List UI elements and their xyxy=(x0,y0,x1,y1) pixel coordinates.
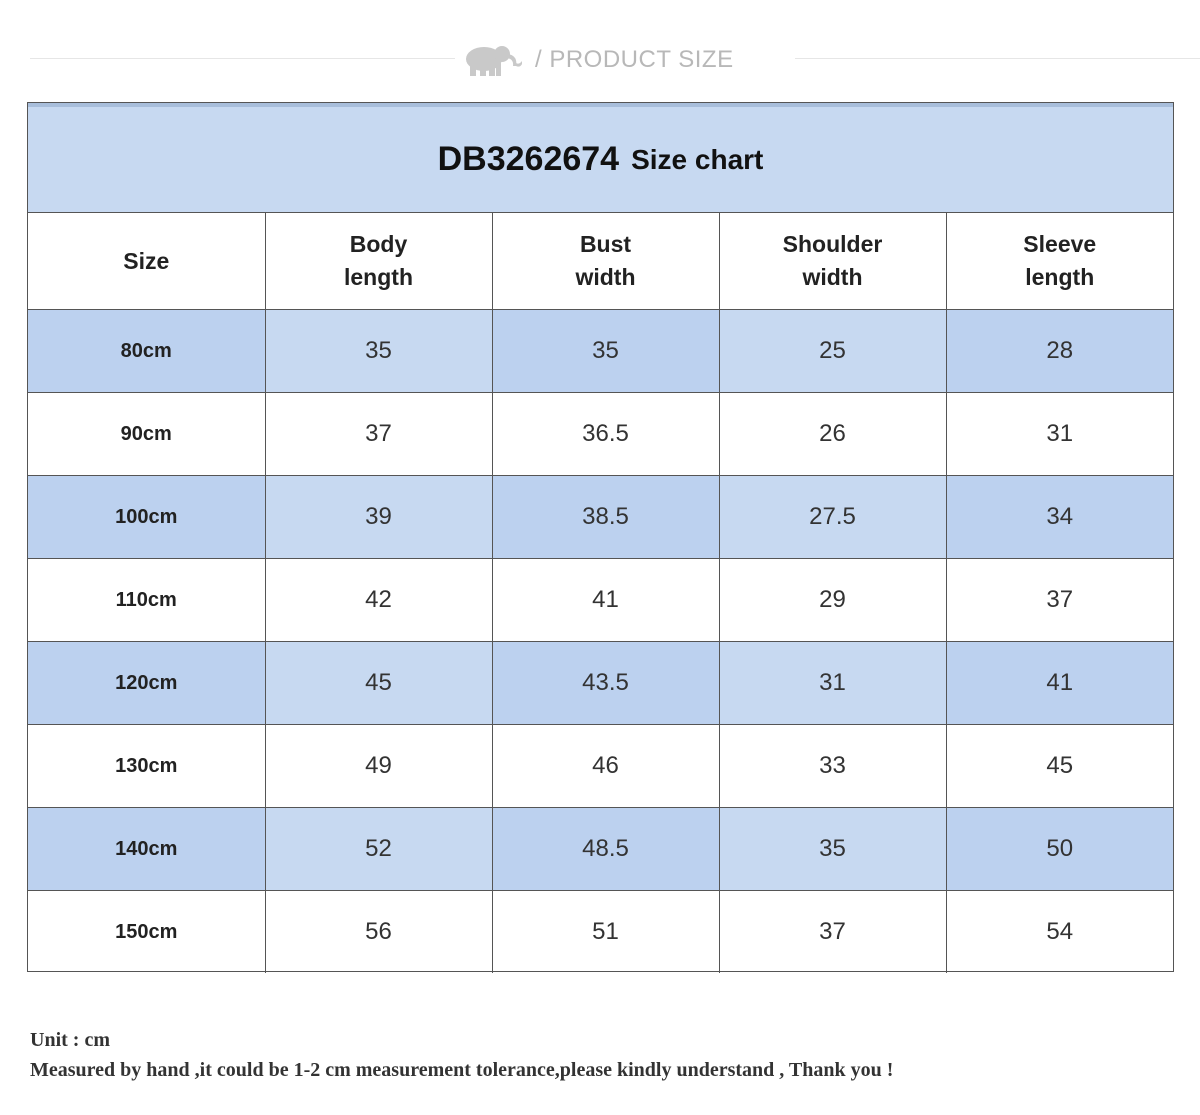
product-code: DB3262674 xyxy=(437,140,620,178)
bust-width-cell: 46 xyxy=(492,725,719,808)
column-header-sleeve-length: Sleeve length xyxy=(946,213,1173,310)
size-cell: 80cm xyxy=(28,310,265,393)
product-size-header xyxy=(30,40,1200,80)
sleeve-length-cell: 41 xyxy=(946,642,1173,725)
table-row xyxy=(28,559,1173,642)
bust-width-cell: 43.5 xyxy=(492,642,719,725)
bust-width-cell: 48.5 xyxy=(492,808,719,891)
size-chart-title xyxy=(28,103,1173,213)
table-row xyxy=(28,808,1173,891)
shoulder-width-cell: 26 xyxy=(719,393,946,476)
shoulder-width-cell: 37 xyxy=(719,891,946,974)
sleeve-length-cell: 37 xyxy=(946,559,1173,642)
header-divider-right xyxy=(795,58,1200,59)
bust-width-cell: 41 xyxy=(492,559,719,642)
shoulder-width-cell: 31 xyxy=(719,642,946,725)
size-chart xyxy=(27,102,1174,972)
sleeve-length-cell: 31 xyxy=(946,393,1173,476)
bust-width-cell: 36.5 xyxy=(492,393,719,476)
body-length-cell: 39 xyxy=(265,476,492,559)
sleeve-length-cell: 54 xyxy=(1046,918,1074,945)
measurement-note: Measured by hand ,it could be 1-2 cm measurement tolerance,please kindly understand , Thank you ! xyxy=(30,1059,894,1081)
column-header-bust-width: Bust width xyxy=(492,213,719,310)
sleeve-length-cell: 45 xyxy=(946,725,1173,808)
size-table xyxy=(28,213,1173,973)
size-cell: 130cm xyxy=(28,725,265,808)
column-header-shoulder-width: Shoulder width xyxy=(719,213,946,310)
bust-width-cell: 38.5 xyxy=(492,476,719,559)
size-cell: 140cm xyxy=(28,808,265,891)
table-row xyxy=(28,725,1173,808)
size-cell: 150cm xyxy=(28,891,265,974)
shoulder-width-cell: 25 xyxy=(719,310,946,393)
column-header-size: Size xyxy=(28,213,265,310)
size-cell: 90cm xyxy=(28,393,265,476)
bust-width-cell: 51 xyxy=(492,891,719,974)
body-length-cell: 45 xyxy=(265,642,492,725)
unit-label: Unit : cm xyxy=(30,1029,110,1051)
elephant-icon xyxy=(458,42,524,78)
column-header-body-length: Body length xyxy=(265,213,492,310)
table-row xyxy=(28,642,1173,725)
footer-note xyxy=(30,1025,893,1085)
sleeve-length-cell: 34 xyxy=(946,476,1173,559)
body-length-cell: 52 xyxy=(265,808,492,891)
body-length-cell: 37 xyxy=(265,393,492,476)
header-divider-left xyxy=(30,58,455,59)
body-length-cell: 35 xyxy=(265,310,492,393)
shoulder-width-cell: 29 xyxy=(719,559,946,642)
table-row xyxy=(28,393,1173,476)
body-length-cell: 49 xyxy=(265,725,492,808)
shoulder-width-cell: 33 xyxy=(719,725,946,808)
product-size-heading: / PRODUCT SIZE xyxy=(535,46,734,73)
size-cell: 110cm xyxy=(28,559,265,642)
body-length-cell: 56 xyxy=(265,891,492,974)
size-cell: 120cm xyxy=(28,642,265,725)
size-chart-label: Size chart xyxy=(631,143,764,175)
body-length-cell: 42 xyxy=(265,559,492,642)
sleeve-length-cell: 28 xyxy=(946,310,1173,393)
table-row xyxy=(28,891,1173,974)
sleeve-length-cell: 50 xyxy=(946,808,1173,891)
table-header-row xyxy=(28,213,1173,310)
shoulder-width-cell: 35 xyxy=(719,808,946,891)
table-row xyxy=(28,310,1173,393)
bust-width-cell: 35 xyxy=(492,310,719,393)
shoulder-width-cell: 27.5 xyxy=(719,476,946,559)
table-row xyxy=(28,476,1173,559)
size-cell: 100cm xyxy=(28,476,265,559)
